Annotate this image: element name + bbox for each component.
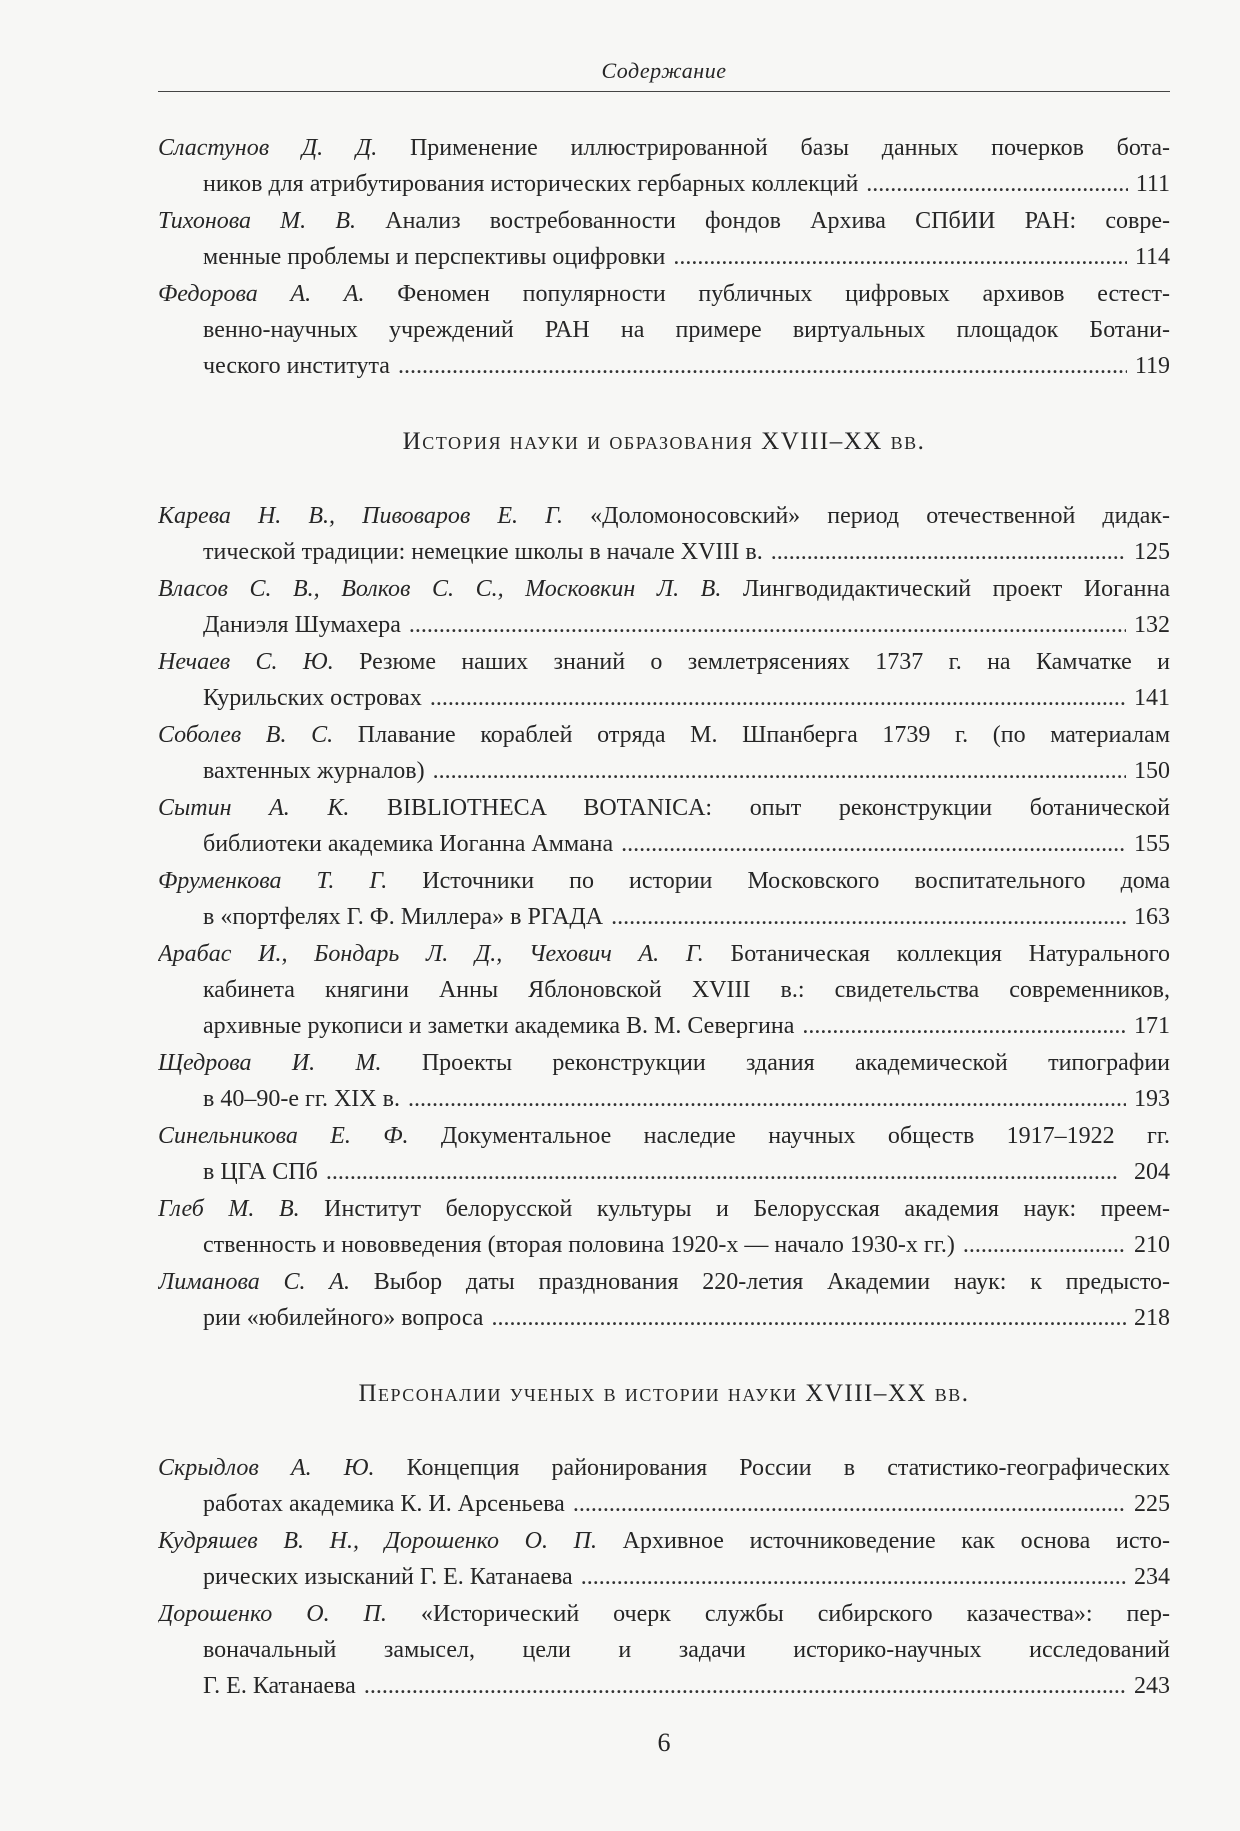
toc-entry-title-text: ников для атрибутирования исторических гербарных коллекций — [203, 171, 859, 197]
dot-leader — [430, 680, 1126, 716]
toc-entry-title-text: рических изысканий Г. Е. Катанаева — [203, 1564, 573, 1590]
toc-entry-last-line — [158, 899, 1170, 935]
toc-entry-title-text: Документальное наследие научных обществ 1917–1922 гг. — [408, 1123, 1170, 1149]
toc-entry-title-text: кабинета княгини Анны Яблоновской XVIII в.: свидетельства современников, — [203, 977, 1170, 1003]
toc-page-number: 225 — [1134, 1491, 1170, 1517]
toc-entry-text — [203, 239, 665, 275]
toc-entry-last-line — [158, 1559, 1170, 1595]
toc-entry-title-text: Институт белорусской культуры и Белорусская академия наук: преем- — [299, 1196, 1170, 1222]
toc-entry-title-text: «Исторический очерк службы сибирского казачества»: пер- — [386, 1601, 1170, 1627]
toc-page-number: 243 — [1134, 1673, 1170, 1699]
toc-entry-text — [203, 1008, 794, 1044]
toc-entry-text — [203, 166, 858, 202]
dot-leader — [491, 1300, 1126, 1336]
toc-entry — [158, 1045, 1170, 1117]
toc-entry-line — [158, 1596, 1170, 1632]
toc-entry — [158, 1264, 1170, 1336]
toc-entry — [158, 130, 1170, 202]
toc-entry-title-text: менные проблемы и перспективы оцифровки — [203, 244, 666, 270]
toc-entry — [158, 1596, 1170, 1704]
toc-entry-title-text: в 40–90-е гг. XIX в. — [203, 1086, 400, 1112]
toc-entry-author: Сластунов Д. Д. — [158, 135, 378, 161]
toc-entry — [158, 276, 1170, 384]
toc-entry-title-text: ственность и нововведения (вторая половина 1920-х — начало 1930-х гг.) — [203, 1232, 955, 1258]
toc-entry-title-text: Резюме наших знаний о землетрясениях 1737 г. на Камчатке и — [333, 649, 1170, 675]
toc-entry-last-line — [158, 1300, 1170, 1336]
toc-entry-text — [203, 348, 390, 384]
toc-entry-line — [158, 276, 1170, 312]
toc-entry-line — [158, 1118, 1170, 1154]
toc-page-number: 171 — [1134, 1013, 1170, 1039]
toc-entry-line — [158, 1450, 1170, 1486]
toc-page-number: 111 — [1135, 171, 1170, 197]
toc-entry-title-text: «Доломоносовский» период отечественной дидак- — [563, 503, 1170, 529]
toc-entry — [158, 203, 1170, 275]
toc-entry — [158, 790, 1170, 862]
toc-entry-line — [158, 717, 1170, 753]
toc-entry-line — [158, 1191, 1170, 1227]
toc-entry-author: Федорова А. А. — [158, 281, 365, 307]
dot-leader — [409, 607, 1126, 643]
dot-leader — [326, 1154, 1126, 1190]
toc-entry-text — [203, 1227, 955, 1263]
toc-entry-author: Арабас И., Бондарь Л. Д., Чехович А. Г. — [158, 941, 704, 967]
toc-entry-last-line — [158, 239, 1170, 275]
toc-entry-author: Фруменкова Т. Г. — [158, 868, 388, 894]
toc-entry-title-text: библиотеки академика Иоганна Аммана — [203, 831, 614, 857]
dot-leader — [673, 239, 1126, 275]
toc-entry-title-text: рии «юбилейного» вопроса — [203, 1305, 484, 1331]
toc-entry-line — [158, 571, 1170, 607]
toc-entry-title-text: Плавание кораблей отряда М. Шпанберга 1739 г. (по материалам — [333, 722, 1170, 748]
toc-entry-text — [203, 1154, 318, 1190]
toc-entry-last-line — [158, 1154, 1170, 1190]
toc-entry-last-line — [158, 1486, 1170, 1522]
toc-entry-line — [158, 644, 1170, 680]
toc-page-number: 150 — [1134, 758, 1170, 784]
toc-entry-author: Щедрова И. М. — [158, 1050, 382, 1076]
toc-entry — [158, 1118, 1170, 1190]
toc-entry-author: Тихонова М. В. — [158, 208, 357, 234]
toc-entry-last-line — [158, 826, 1170, 862]
toc-entry-title-text: Архивное источниковедение как основа истo- — [596, 1528, 1170, 1554]
toc-entry — [158, 863, 1170, 935]
toc-entry-title-text: Даниэля Шумахера — [203, 612, 401, 638]
toc-entry-title-text: BIBLIOTHECA BOTANICA: опыт реконструкции ботанической — [349, 795, 1170, 821]
toc-entry-line — [158, 203, 1170, 239]
toc-entry-text — [203, 534, 763, 570]
toc-entry-line — [158, 863, 1170, 899]
toc-entry-line — [158, 936, 1170, 972]
toc-entry — [158, 571, 1170, 643]
toc-page-number: 155 — [1134, 831, 1170, 857]
toc-entry — [158, 1191, 1170, 1263]
toc-entry-title-text: Феномен популярности публичных цифровых архивов естест- — [364, 281, 1170, 307]
toc-entry-last-line — [158, 1081, 1170, 1117]
dot-leader — [408, 1081, 1126, 1117]
toc-entry — [158, 1450, 1170, 1522]
toc-entry — [158, 644, 1170, 716]
toc-entry-author: Лиманова С. А. — [158, 1269, 350, 1295]
toc-entry-title-text: тической традиции: немецкие школы в начале XVIII в. — [203, 539, 763, 565]
dot-leader — [364, 1668, 1126, 1704]
toc-entry-line — [158, 1523, 1170, 1559]
toc-entry-text — [203, 607, 401, 643]
toc-entry-last-line — [158, 166, 1170, 202]
dot-leader — [433, 753, 1126, 789]
toc-entry-author: Синельникова Е. Ф. — [158, 1123, 409, 1149]
running-head: Содержание — [601, 58, 727, 83]
toc-entry-text — [203, 1486, 565, 1522]
toc-entry-text — [203, 899, 603, 935]
toc-entry-title-text: воначальный замысел, цели и задачи историко-научных исследований — [203, 1637, 1170, 1663]
toc-entry-text — [203, 1668, 356, 1704]
toc-page-number: 204 — [1134, 1159, 1170, 1185]
toc-entry-title-text: Источники по истории Московского воспитательного дома — [387, 868, 1170, 894]
section-heading: Персоналии ученых в истории науки XVIII–XX вв. — [358, 1380, 970, 1407]
toc-entry-line — [158, 1045, 1170, 1081]
toc-page-number: 125 — [1134, 539, 1170, 565]
toc-entry-line — [158, 1264, 1170, 1300]
toc-page-number: 141 — [1134, 685, 1170, 711]
toc-entry-title-text: Ботаническая коллекция Натурального — [703, 941, 1170, 967]
toc-entry-last-line — [158, 1008, 1170, 1044]
dot-leader — [802, 1008, 1126, 1044]
toc-entry-last-line — [158, 607, 1170, 643]
toc-entry-text — [203, 753, 425, 789]
page-number: 6 — [657, 1728, 671, 1757]
toc-entry-title-text: в «портфелях Г. Ф. Миллера» в РГАДА — [203, 904, 604, 930]
header-rule — [158, 91, 1170, 92]
toc-entry-line — [158, 498, 1170, 534]
toc-entry — [158, 936, 1170, 1044]
toc-entry-title-text: Концепция районирования России в статистико-географических — [374, 1455, 1170, 1481]
toc-entry-line — [158, 790, 1170, 826]
toc-entry-author: Сытин А. К. — [158, 795, 350, 821]
toc-page-number: 163 — [1134, 904, 1170, 930]
toc-page-number: 114 — [1134, 244, 1170, 270]
toc-page-number: 234 — [1134, 1564, 1170, 1590]
dot-leader — [573, 1486, 1126, 1522]
toc-entry-title-text: Выбор даты празднования 220-летия Академии наук: к предысто- — [349, 1269, 1170, 1295]
toc-entry — [158, 717, 1170, 789]
toc-entry-text — [203, 826, 613, 862]
toc-page-number: 193 — [1134, 1086, 1170, 1112]
toc-entry-text — [203, 1081, 400, 1117]
toc-entry — [158, 1523, 1170, 1595]
toc-entry-author: Глеб М. В. — [158, 1196, 300, 1222]
toc-entry-author: Карева Н. В., Пивоваров Е. Г. — [158, 503, 564, 529]
toc-entry-author: Кудряшев В. Н., Дорошенко О. П. — [158, 1528, 597, 1554]
toc-entry-last-line — [158, 1227, 1170, 1263]
toc-entry-author: Скрыдлов А. Ю. — [158, 1455, 375, 1481]
dot-leader — [398, 348, 1127, 384]
toc-entry-last-line — [158, 348, 1170, 384]
toc-entry-line — [158, 312, 1170, 348]
table-of-contents — [158, 130, 1170, 1705]
dot-leader — [963, 1227, 1126, 1263]
toc-entry-title-text: Применение иллюстрированной базы данных почерков бота- — [377, 135, 1170, 161]
toc-entry — [158, 498, 1170, 570]
toc-page-number: 132 — [1134, 612, 1170, 638]
toc-entry-author: Соболев В. С. — [158, 722, 334, 748]
toc-entry-title-text: Г. Е. Катанаева — [203, 1673, 356, 1699]
toc-entry-title-text: архивные рукописи и заметки академика В. М. Севергина — [203, 1013, 795, 1039]
dot-leader — [611, 899, 1126, 935]
toc-entry-text — [203, 1559, 573, 1595]
dot-leader — [581, 1559, 1126, 1595]
toc-entry-title-text: Анализ востребованности фондов Архива СПбИИ РАН: совре- — [356, 208, 1170, 234]
toc-entry-line — [158, 1632, 1170, 1668]
toc-entry-text — [203, 1300, 483, 1336]
toc-entry-author: Власов С. В., Волков С. С., Московкин Л. В. — [158, 576, 722, 602]
toc-entry-title-text: Курильских островах — [203, 685, 422, 711]
dot-leader — [866, 166, 1127, 202]
toc-entry-title-text: венно-научных учреждений РАН на примере виртуальных площадок Ботани- — [203, 317, 1170, 343]
toc-entry-last-line — [158, 680, 1170, 716]
toc-entry-title-text: вахтенных журналов) — [203, 758, 425, 784]
toc-entry-author: Нечаев С. Ю. — [158, 649, 334, 675]
toc-entry-last-line — [158, 753, 1170, 789]
toc-page-number: 210 — [1134, 1232, 1170, 1258]
toc-entry-title-text: работах академика К. И. Арсеньева — [203, 1491, 565, 1517]
toc-entry-line — [158, 130, 1170, 166]
toc-entry-last-line — [158, 534, 1170, 570]
toc-entry-line — [158, 972, 1170, 1008]
toc-page-number: 119 — [1134, 353, 1170, 379]
toc-entry-author: Дорошенко О. П. — [158, 1601, 387, 1627]
toc-entry-title-text: ческого института — [203, 353, 390, 379]
toc-entry-title-text: Лингводидактический проект Иоганна — [721, 576, 1170, 602]
dot-leader — [771, 534, 1126, 570]
toc-entry-title-text: Проекты реконструкции здания академической типографии — [381, 1050, 1170, 1076]
toc-entry-title-text: в ЦГА СПб — [203, 1159, 318, 1185]
dot-leader — [621, 826, 1126, 862]
section-heading: История науки и образования XVIII–XX вв. — [402, 428, 926, 455]
toc-entry-last-line — [158, 1668, 1170, 1704]
toc-entry-text — [203, 680, 422, 716]
toc-page-number: 218 — [1134, 1305, 1170, 1331]
